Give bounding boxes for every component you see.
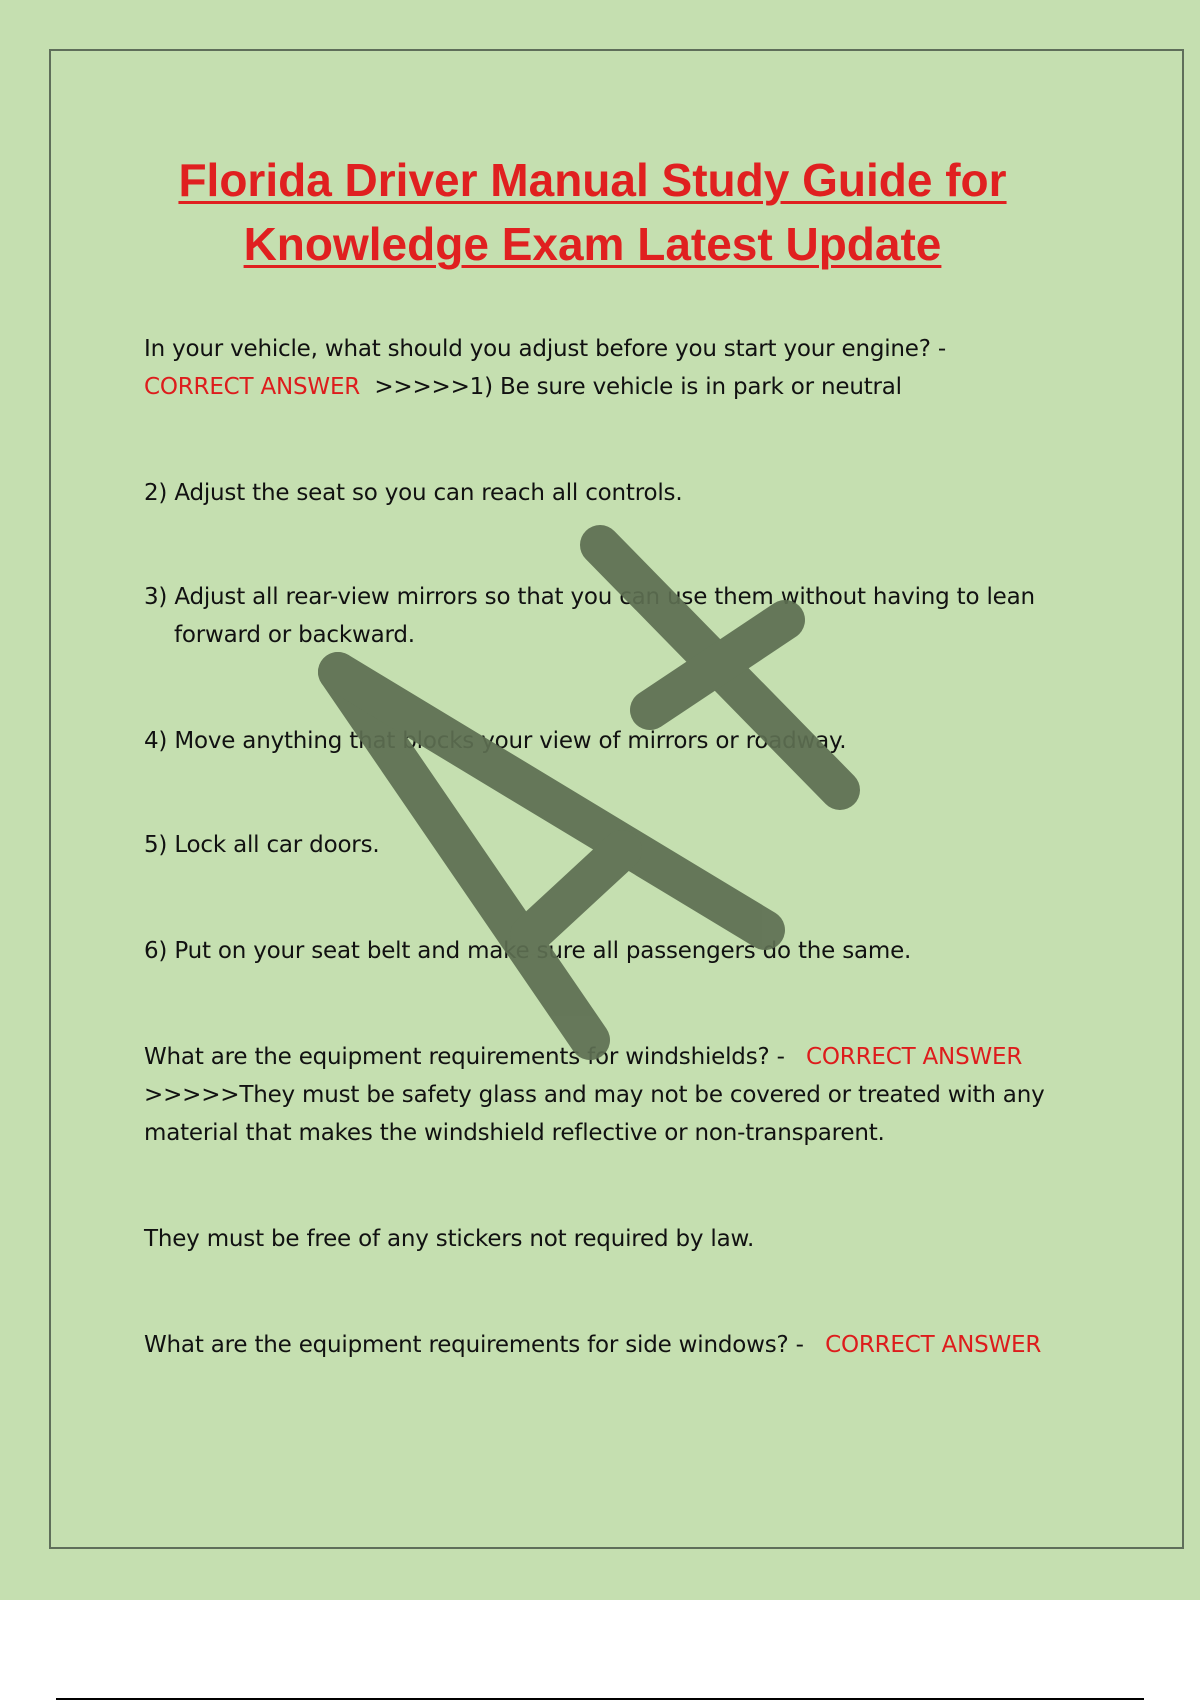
q1-step-5: 5) Lock all car doors. bbox=[144, 832, 380, 858]
q2-answer-line-2: material that makes the windshield reflective or non-transparent. bbox=[144, 1120, 885, 1146]
q2-paragraph bbox=[144, 1038, 1094, 1152]
q1-answer-label: CORRECT ANSWER bbox=[144, 374, 361, 400]
q2-question: What are the equipment requirements for windshields? - bbox=[144, 1044, 785, 1070]
q3-answer-label: CORRECT ANSWER bbox=[825, 1332, 1042, 1358]
q1-step-3-line-1: 3) Adjust all rear-view mirrors so that you can use them without having to lean bbox=[144, 584, 1035, 610]
title-line-1: Florida Driver Manual Study Guide for bbox=[178, 154, 1007, 206]
q1-step-4: 4) Move anything that blocks your view of mirrors or roadway. bbox=[144, 728, 847, 754]
q1-step-2: 2) Adjust the seat so you can reach all controls. bbox=[144, 480, 683, 506]
q1-step-3-line-2: forward or backward. bbox=[174, 622, 415, 648]
q1-step-3 bbox=[144, 578, 1094, 654]
q1-step-6: 6) Put on your seat belt and make sure all passengers do the same. bbox=[144, 938, 912, 964]
q1-paragraph bbox=[144, 330, 1094, 406]
title-line-2: Knowledge Exam Latest Update bbox=[243, 218, 942, 270]
document-body bbox=[144, 330, 1094, 1364]
q3-paragraph bbox=[144, 1326, 1094, 1364]
q2-answer-line-3: They must be free of any stickers not required by law. bbox=[144, 1226, 755, 1252]
q2-answer-label: CORRECT ANSWER bbox=[806, 1044, 1023, 1070]
page-title bbox=[60, 148, 1125, 276]
q1-question: In your vehicle, what should you adjust before you start your engine? - bbox=[144, 336, 946, 362]
q1-answer: >>>>>1) Be sure vehicle is in park or neutral bbox=[374, 374, 902, 400]
q3-question: What are the equipment requirements for side windows? - bbox=[144, 1332, 804, 1358]
q2-answer-line-1: >>>>>They must be safety glass and may not be covered or treated with any bbox=[144, 1082, 1045, 1108]
